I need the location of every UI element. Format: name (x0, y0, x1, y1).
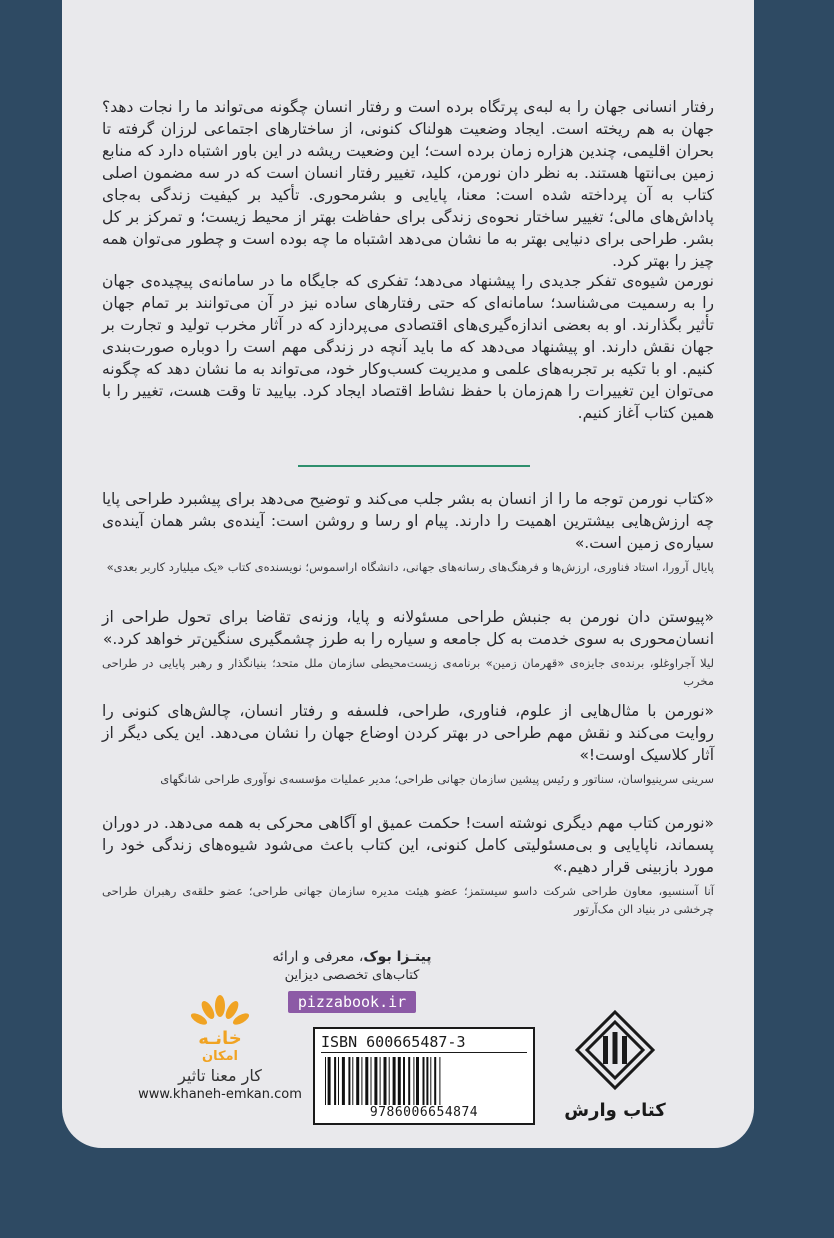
barcode-bar (334, 1057, 336, 1105)
varesh-publisher (560, 1008, 670, 1121)
endorsement-attribution: سرینی سرینیواسان، سناتور و رئیس پیشین سازمان جهانی طراحی؛ مدیر عملیات مؤسسه‌ی نوآوری طراحی شانگهای (160, 772, 714, 786)
endorsement-3 (102, 700, 714, 788)
endorsement-attribution: لیلا آجراوغلو، برنده‌ی جایزه‌ی «قهرمان زمین» برنامه‌ی زیست‌محیطی سازمان ملل متحد؛ بنیانگذار و رهبر پایایی در طراحی مخرب (102, 656, 714, 688)
isbn-label: ISBN 600665487-3 (321, 1032, 527, 1053)
barcode-bar (338, 1057, 339, 1105)
logo-text-bottom: امکان (201, 1049, 239, 1064)
promo-subtitle: کتاب‌های تخصصی دیزاین (284, 968, 420, 983)
endorsement-attribution: پایال آرورا، استاد فناوری، ارزش‌ها و فرهنگ‌های رسانه‌های جهانی، دانشگاه اراسموس؛ نویسنده‌ی کتاب «یک میلیارد کاربر بعدی» (106, 560, 714, 574)
endorsement-quote: «کتاب نورمن توجه ما را از انسان به بشر جلب می‌کند و توضیح می‌دهد برای پیشبرد طراحی پایا چه ارزش‌هایی بیشترین اهمیت را دارند. پیام او رسا و روشن است: آینده‌ی بشر همان آینده‌ی سیاره‌ی زمین است.» (102, 490, 714, 552)
khaneh-emkan-publisher (120, 992, 320, 1102)
endorsement-1 (102, 488, 714, 576)
endorsement-quote: «نورمن با مثال‌هایی از علوم، فناوری، طراحی، فلسفه و رفتار انسان، چالش‌های کنونی را روایت می‌کند و نقش مهم طراحی در بهتر کردن اوضاع جهان را نشان می‌دهد. این یکی دیگر از آثار کلاسیک اوست!» (102, 702, 714, 764)
barcode-bar (374, 1057, 377, 1105)
promo-url-badge: pizzabook.ir (288, 991, 416, 1013)
barcode-bars (323, 1057, 525, 1105)
varesh-logo-icon (573, 1008, 657, 1092)
barcode-bar (413, 1057, 414, 1105)
section-divider (298, 465, 530, 467)
barcode-bar (371, 1057, 372, 1105)
endorsement-quote: «نورمن کتاب مهم دیگری نوشته است! حکمت عمیق او آگاهی محرکی به همه می‌دهد. در دوران پسماند، ناپایایی و بی‌مسئولیتی کامل کنونی، این کتاب باعث می‌شود شیوه‌های زندگی خود را مورد بازبینی قرار دهیم.» (102, 814, 714, 876)
logo-text-top: خانـه (198, 1028, 242, 1049)
barcode-bar (384, 1057, 387, 1105)
barcode-bar (352, 1057, 353, 1105)
barcode-bar (393, 1057, 396, 1105)
barcode-bar (416, 1057, 419, 1105)
isbn-barcode (313, 1027, 535, 1125)
blurb-paragraph-2: نورمن شیوه‌ی تفکر جدیدی را پیشنهاد می‌دهد؛ تفکری که جایگاه ما در سامانه‌ی پیچیده‌ی جهان را به رسمیت می‌شناسد؛ سامانه‌ای که حتی رفتارهای ساده نیز در آن می‌توانند بر تمام جهان تأثیر بگذارند. او به بعضی اندازه‌گیری‌های اقتصادی می‌پردازد که در آثار مخرب تولید و تجارت بر جهان نقش دارند. او پیشنهاد می‌دهد که ما باید آنچه در زندگی مهم است را دوباره صورت‌بندی کنیم. او با تکیه بر تجربه‌های علمی و مدیریت کسب‌وکار خود، می‌تواند به ما نشان دهد که چگونه می‌توان این تغییرات را هم‌زمان با حفظ نشاط اقتصاد ایجاد کرد. بیایید تا وقت هست، تغییر را با همین کتاب آغاز کنیم. (102, 272, 714, 422)
publisher-tagline: کار معنا تاثیر (178, 1066, 262, 1085)
barcode-bar (389, 1057, 390, 1105)
barcode-bar (325, 1057, 326, 1105)
barcode-bar (403, 1057, 405, 1105)
barcode-bar (439, 1057, 440, 1105)
endorsement-2 (102, 606, 714, 690)
barcode-bar (398, 1057, 401, 1105)
varesh-name: کتاب وارش (564, 1100, 666, 1121)
barcode-bar (408, 1057, 410, 1105)
barcode-digits: 9786006654874 (369, 1105, 479, 1120)
barcode-bar (342, 1057, 345, 1105)
barcode-bar (430, 1057, 431, 1105)
barcode-bar (356, 1057, 359, 1105)
barcode-bar (365, 1057, 368, 1105)
barcode-bar (328, 1057, 331, 1105)
barcode-bar (361, 1057, 362, 1105)
endorsement-quote: «پیوستن دان نورمن به جنبش طراحی مسئولانه و پایا، وزنه‌ی تقاضا برای تحول طراحی از انسان‌محوری به سوی خدمت به کل جامعه و سیاره را به طرز چشمگیری سنگین‌تر خواهد کرد.» (102, 608, 714, 648)
promo-brand-suffix: ، معرفی و ارائه (272, 949, 364, 965)
promo-brand: پیتـزا بوک (363, 949, 432, 965)
barcode-bar (380, 1057, 381, 1105)
khaneh-emkan-logo-icon (175, 992, 265, 1064)
blurb-paragraph-1: رفتار انسانی جهان را به لبه‌ی پرتگاه برده است و رفتار انسان چگونه می‌تواند ما را نجات دهد؟ جهان به هم ریخته است. ایجاد وضعیت هولناک کنونی، از ساختارهای اجتماعی لرزان گرفته تا بحران اقلیمی، چندین هزاره زمان برده است؛ این وضعیت ریشه در این باور اشتباه دارد که منابع زمین بی‌انتها هستند. به نظر دان نورمن، کلید، تغییر رفتار انسان است که در سه مضمون اصلی کتاب به آن پرداخته شده است: معنا، پایایی و بشرمحوری. تأکید بر کیفیت زندگی به‌جای پاداش‌های مالی؛ تغییر ساختار نحوه‌ی زندگی برای حفاظت بهتر از محیط زیست؛ و تمرکز بر کل بشر. طراحی برای دنیایی بهتر به ما نشان می‌دهد اشتباه ما چه بوده است و چطور می‌توان همه چیز را بهتر کرد. (102, 98, 714, 270)
publisher-website: www.khaneh-emkan.com (138, 1087, 302, 1102)
barcode-bar (423, 1057, 425, 1105)
endorsement-4 (102, 812, 714, 918)
promo-brand-line (222, 947, 482, 967)
barcode-bar (434, 1057, 436, 1105)
barcode-bar (348, 1057, 350, 1105)
endorsement-attribution: آنا آسنسیو، معاون طراحی شرکت داسو سیستمز؛ عضو هیئت مدیره سازمان جهانی طراحی؛ عضو حلقه‌ی رهبران طراحی چرخشی در بنیاد الن مک‌آرتور (102, 884, 714, 916)
barcode-bar (426, 1057, 428, 1105)
